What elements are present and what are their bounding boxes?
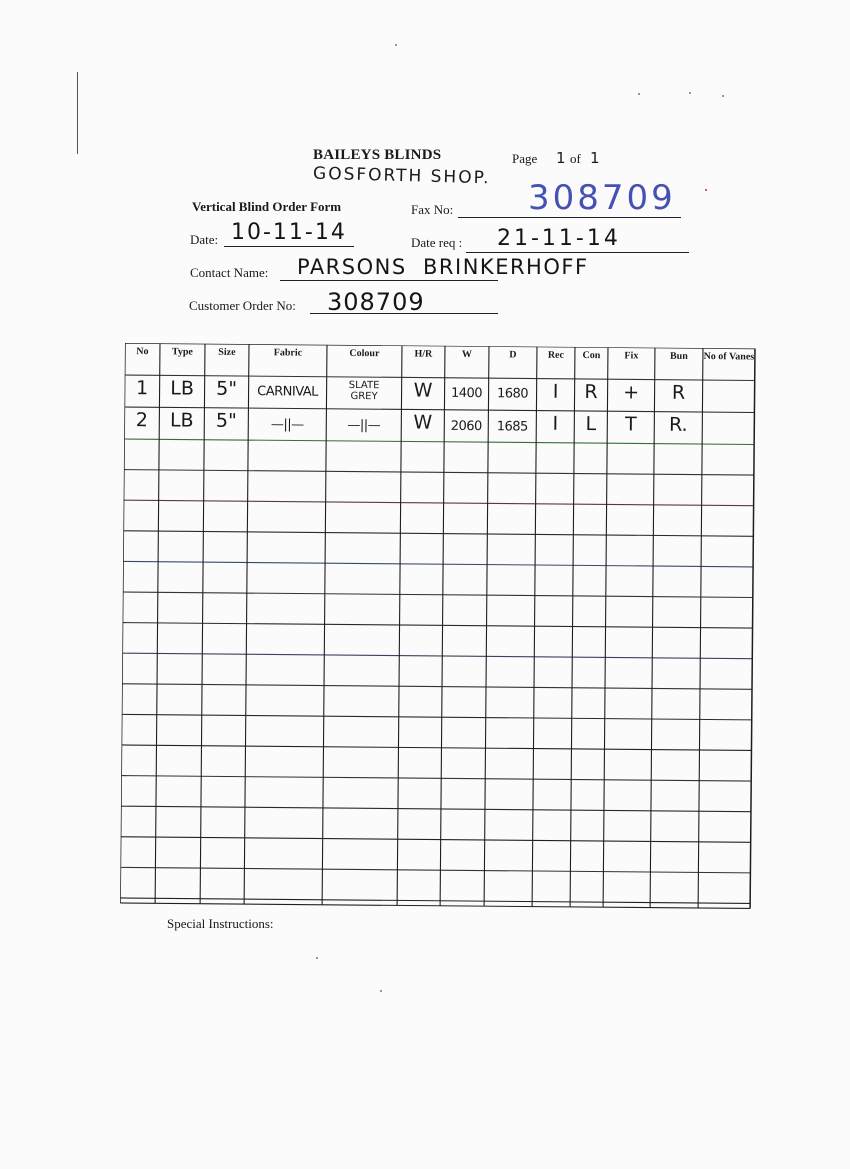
row2-fabric: —||— <box>270 417 304 433</box>
table-row-line <box>122 714 752 719</box>
scan-speck <box>638 93 640 95</box>
row2-width: 2060 <box>450 418 482 435</box>
table-row-line <box>123 531 753 536</box>
row1-type: LB <box>170 377 195 400</box>
row2-hr: W <box>413 411 433 434</box>
margin-line <box>77 72 78 154</box>
row1-colour-line1: SLATE <box>348 379 380 392</box>
table-row-line <box>120 898 750 903</box>
page-of-label: of <box>570 151 581 166</box>
header-fabric: Fabric <box>273 347 303 359</box>
header-type: Type <box>171 346 193 358</box>
row1-hr: W <box>413 379 433 402</box>
header-bun: Bun <box>669 350 688 362</box>
row1-con: R <box>584 381 598 404</box>
row1-fabric: CARNIVAL <box>257 384 319 400</box>
page-number: 1 <box>556 149 566 167</box>
date-required-label: Date req : <box>411 235 463 250</box>
page-total: 1 <box>590 149 600 167</box>
row1-colour-line2: GREY <box>350 390 378 403</box>
table-row-line <box>124 470 754 475</box>
page-label: Page <box>512 151 538 166</box>
special-instructions-label: Special Instructions: <box>167 916 274 931</box>
row1-no: 1 <box>135 377 149 400</box>
table-row-line <box>123 592 753 597</box>
order-table <box>120 343 755 908</box>
table-row-line <box>121 806 751 811</box>
contact-name-label: Contact Name: <box>190 265 269 280</box>
table-row-line <box>121 837 751 842</box>
row2-no: 2 <box>135 409 148 432</box>
table-row-line <box>122 684 752 689</box>
date-value: 10-11-14 <box>231 220 347 245</box>
header-no: No <box>136 346 149 358</box>
row1-bun: R <box>671 381 686 404</box>
header-fix: Fix <box>624 350 639 362</box>
table-row-line <box>121 776 751 781</box>
table-row-line <box>123 561 753 566</box>
row2-drop: 1685 <box>496 419 528 435</box>
row1-width: 1400 <box>450 385 483 402</box>
customer-order-value: 308709 <box>327 288 425 316</box>
table-row-line <box>124 439 754 444</box>
fax-value: 308709 <box>528 178 676 218</box>
table-row-line <box>122 653 752 658</box>
scan-speck <box>722 95 724 97</box>
company-name: BAILEYS BLINDS <box>313 147 442 163</box>
header-no-of-vanes: No of Vanes <box>703 351 755 363</box>
header-hr: H/R <box>414 348 433 360</box>
row2-colour: —||— <box>347 417 381 434</box>
contact-name-underline <box>280 280 498 281</box>
customer-order-label: Customer Order No: <box>189 298 296 313</box>
date-underline <box>224 246 354 247</box>
date-required-underline <box>466 252 689 253</box>
header-w: W <box>461 348 472 361</box>
date-label: Date: <box>190 232 219 247</box>
row1-rec: I <box>552 380 559 403</box>
scan-speck <box>705 189 707 191</box>
scan-speck <box>689 92 691 94</box>
scan-speck <box>316 957 318 959</box>
header-d: D <box>509 349 517 361</box>
form-title: Vertical Blind Order Form <box>192 199 342 214</box>
table-row-line <box>120 867 750 872</box>
row2-fix: T <box>624 413 637 436</box>
row1-fix: + <box>623 381 640 404</box>
row2-size: 5" <box>215 409 237 432</box>
scan-speck <box>380 990 382 992</box>
table-row-line <box>123 623 753 628</box>
scan-speck <box>395 44 397 46</box>
date-required-value: 21-11-14 <box>497 226 621 251</box>
header-con: Con <box>582 349 601 362</box>
table-row-line <box>120 903 750 908</box>
header-rec: Rec <box>547 349 565 361</box>
branch-name: GOSFORTH SHOP. <box>312 163 491 189</box>
fax-label: Fax No: <box>411 202 454 217</box>
row2-type: LB <box>169 409 194 432</box>
table-row-line <box>124 500 754 505</box>
row1-drop: 1680 <box>496 386 529 402</box>
header-size: Size <box>218 346 236 358</box>
row2-bun: R. <box>668 413 688 436</box>
header-colour: Colour <box>349 347 380 360</box>
row1-size: 5" <box>216 377 238 400</box>
table-row-line <box>121 745 751 750</box>
row2-rec: I <box>552 412 559 435</box>
contact-name-value: PARSONS BRINKERHOFF <box>297 255 589 279</box>
row2-con: L <box>585 413 597 436</box>
